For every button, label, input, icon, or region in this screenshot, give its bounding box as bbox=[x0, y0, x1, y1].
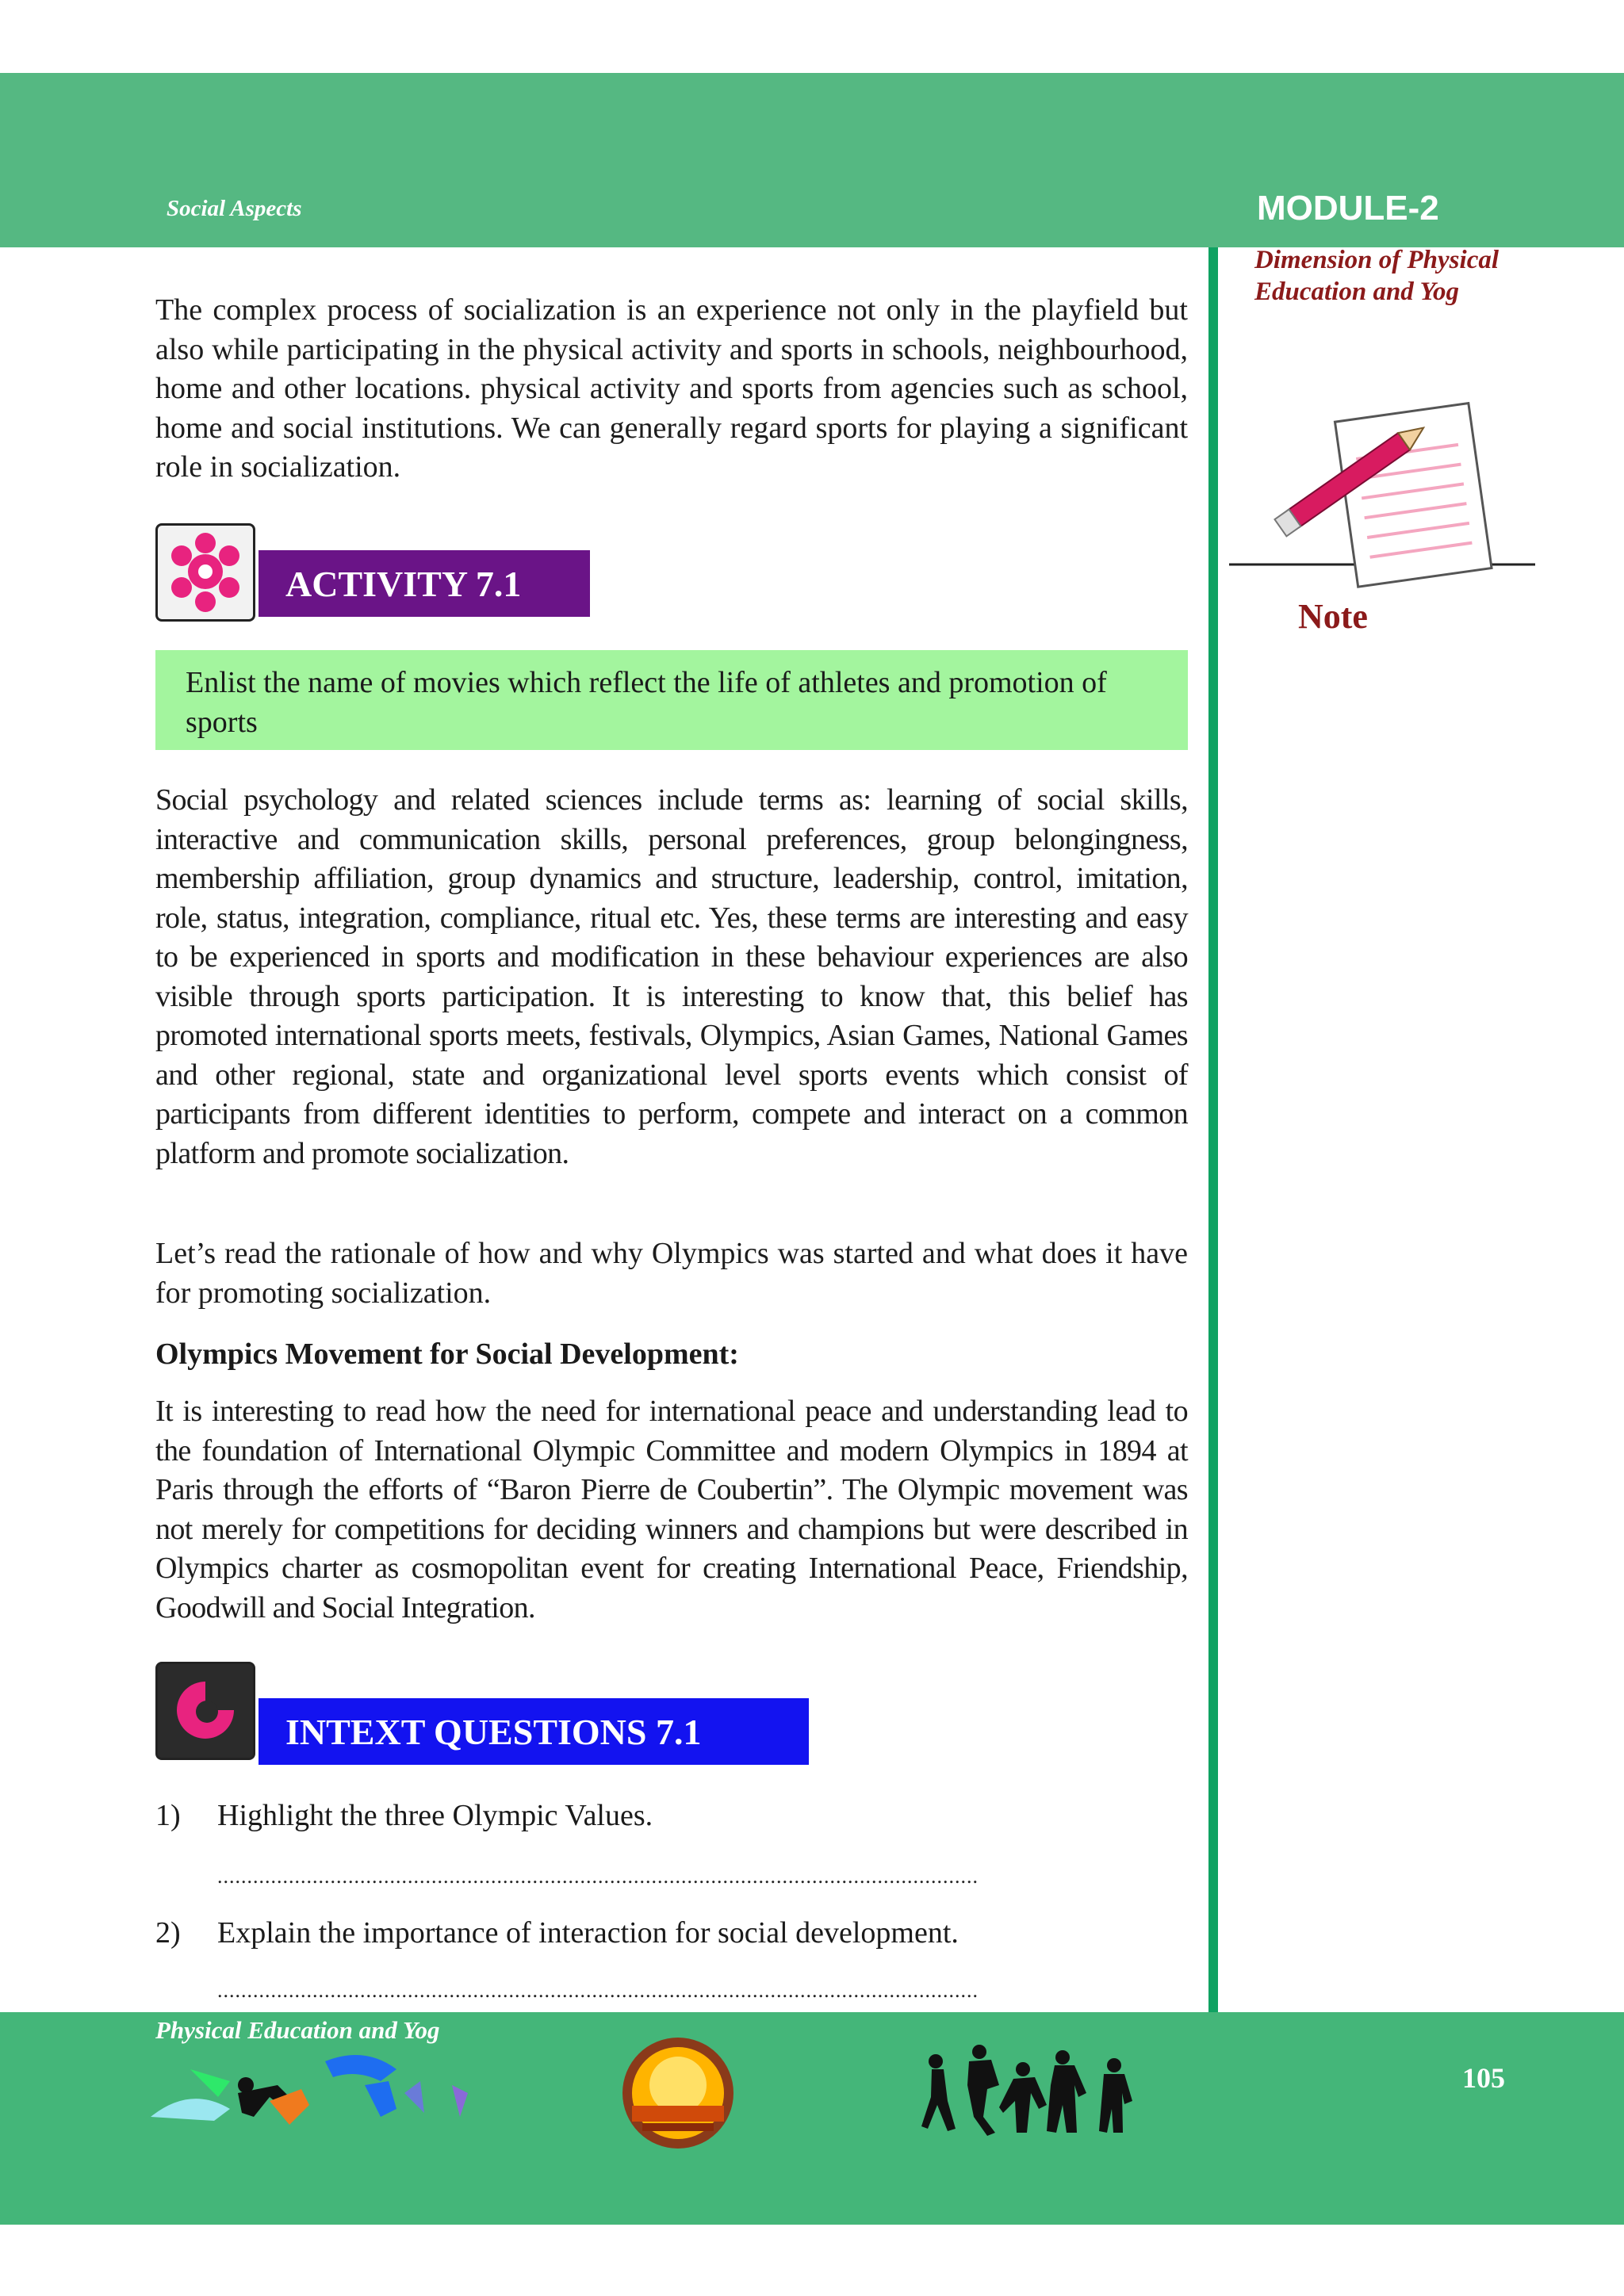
social-psychology-paragraph: Social psychology and related sciences include terms as: learning of social skills, interactive and communication skills, personal preferences, group belongingness, membership affiliation, group dynamics and structure, leadership, control, imitation, role, status, integration, compliance, ritual etc. Yes, these terms are interesting and easy to be experienced in sports and modification in these behaviour experiences are also visible through sports participation. It is interesting to know that, this belief has promoted international sports meets, festivals, Olympics, Asian Games, National Games and other regional, state and organizational level sports events which consist of participants from different identities to perform, compete and interact on a common platform and promote socialization. bbox=[155, 783, 1188, 1170]
question-number: 2) bbox=[155, 1916, 181, 1950]
intro-paragraph: The complex process of socialization is an experience not only in the playfield but also while participating in the physical activity and sports in schools, neighbourhood, home and other locations. physical activity and sports from agencies such as school, home and social institutions. We can generally regard sports for playing a significant role in socialization. bbox=[155, 293, 1188, 484]
intext-banner: INTEXT QUESTIONS 7.1 bbox=[259, 1698, 809, 1765]
olympic-sun-emblem-icon bbox=[603, 2030, 753, 2149]
module-label: MODULE-2 bbox=[1257, 189, 1439, 228]
activity-box: Enlist the name of movies which reflect the life of athletes and promotion of sports bbox=[155, 650, 1188, 750]
question-text: Highlight the three Olympic Values. bbox=[217, 1799, 653, 1832]
margin-rule bbox=[1208, 247, 1218, 2012]
section-title: Social Aspects bbox=[167, 196, 302, 221]
rationale-paragraph: Let’s read the rationale of how and why Olympics was started and what does it have for promoting socialization. bbox=[155, 1237, 1188, 1310]
answer-line: ................................................................................................................................ bbox=[217, 1865, 979, 1888]
footer-title: Physical Education and Yog bbox=[155, 2016, 440, 2044]
activity-icon bbox=[155, 523, 255, 622]
question-number: 1) bbox=[155, 1799, 181, 1832]
answer-line: ................................................................................................................................ bbox=[217, 1979, 979, 2002]
subheading: Olympics Movement for Social Development: bbox=[155, 1337, 739, 1371]
question-text: Explain the importance of interaction for social development. bbox=[217, 1916, 959, 1950]
note-label: Note bbox=[1298, 597, 1368, 636]
intext-question-icon bbox=[155, 1662, 255, 1760]
athletes-illustration-icon bbox=[143, 2038, 508, 2133]
sports-silhouettes-icon bbox=[920, 2038, 1134, 2141]
module-subtitle: Dimension of Physical Education and Yog bbox=[1254, 246, 1500, 306]
page-number: 105 bbox=[1462, 2062, 1505, 2094]
note-pencil-icon bbox=[1228, 396, 1537, 595]
olympics-paragraph: It is interesting to read how the need for international peace and understanding lead to the foundation of International Olympic Committee and modern Olympics in 1894 at Paris through the efforts of “Baron Pierre de Coubertin”. The Olympic movement was not merely for competitions for deciding winners and champions but were described in Olympics charter as cosmopolitan event for creating International Peace, Friendship, Goodwill and Social Integration. bbox=[155, 1395, 1188, 1624]
activity-banner: ACTIVITY 7.1 bbox=[259, 550, 590, 617]
